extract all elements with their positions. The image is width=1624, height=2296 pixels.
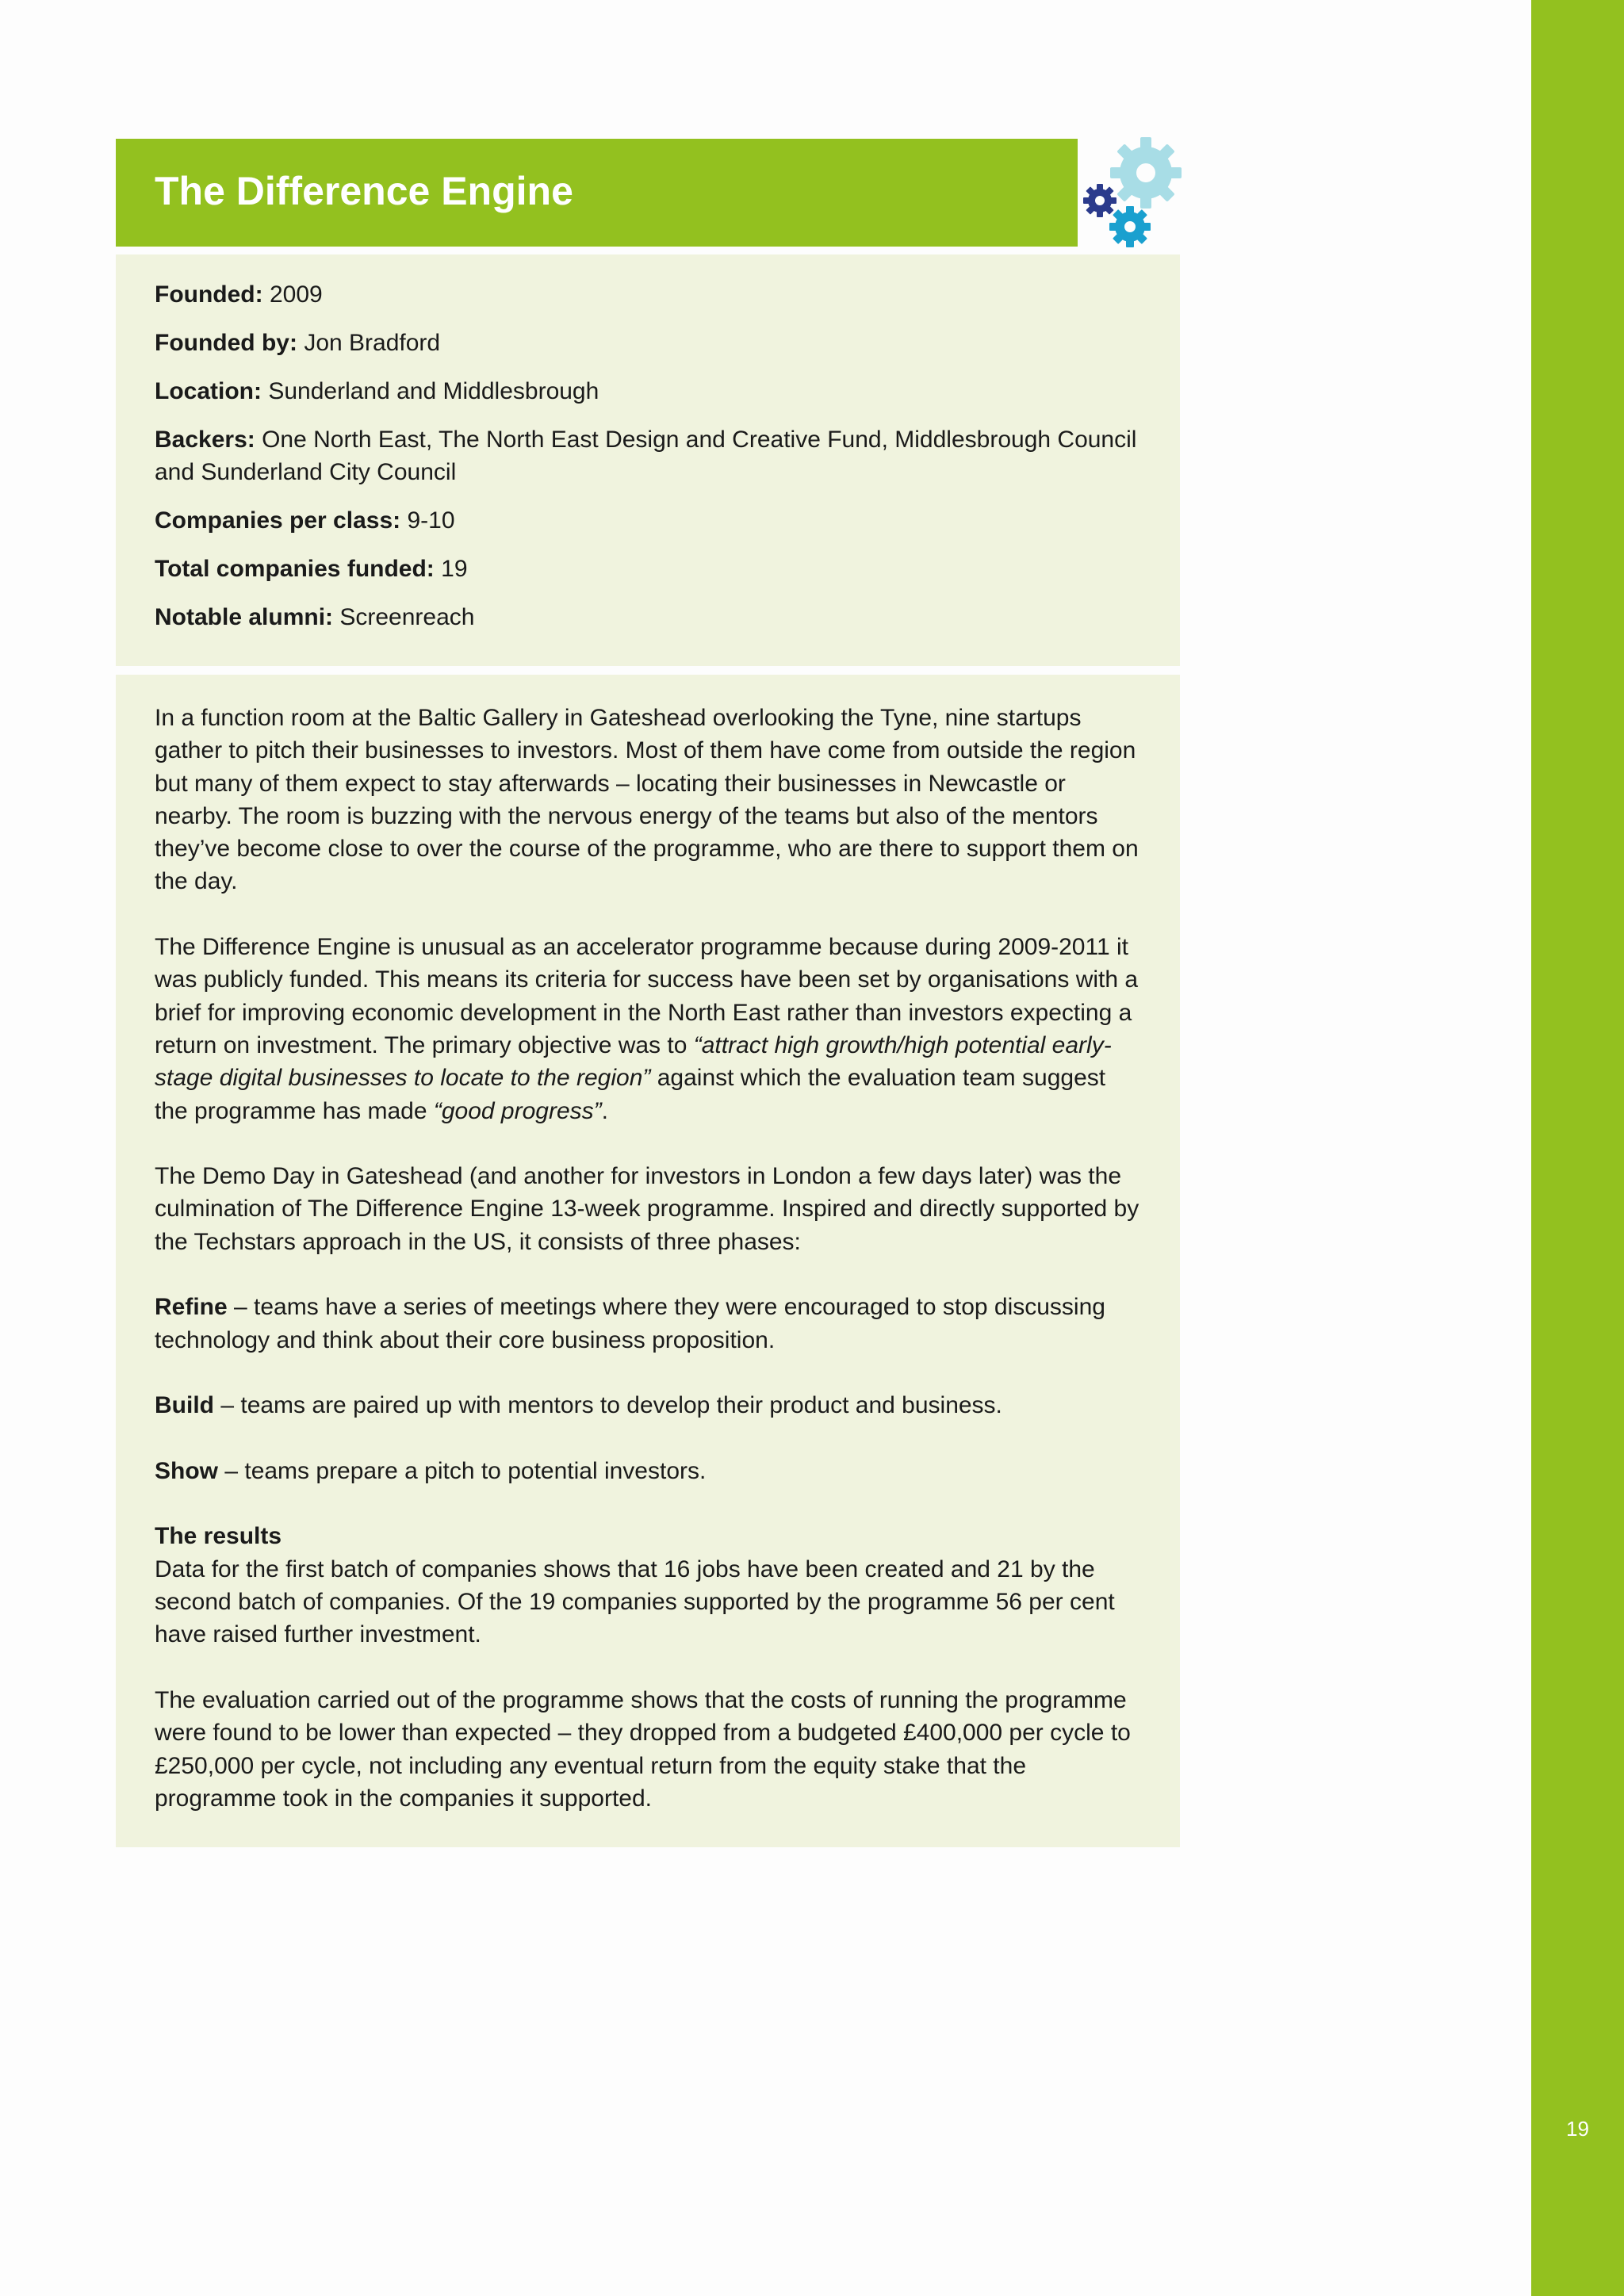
fact-founded: Founded: 2009 bbox=[155, 281, 323, 308]
small-navy-gear-icon bbox=[1083, 184, 1116, 217]
results-heading: The results bbox=[155, 1523, 282, 1550]
paragraph-costs: The evaluation carried out of the programme shows that the costs of running the programme were found to be lower than expected – they dropped from a budgeted £400,000 per cycle to £250,000 per cycle, not including any eventual return from the equity stake that the programme took in the companies it supported. bbox=[155, 1686, 1131, 1812]
side-accent-bar bbox=[1531, 0, 1624, 2296]
phase-show: Show – teams prepare a pitch to potential investors. bbox=[155, 1457, 707, 1484]
quote-objective: “attract high growth/high potential early-stage digital businesses to locate to the region” bbox=[155, 1031, 1112, 1092]
paragraph-demo-day: The Demo Day in Gateshead (and another for investors in London a few days later) was the culmination of The Difference Engine 13-week programme. Inspired and directly supported by the Techstars approach in the US, it consists of three phases: bbox=[155, 1163, 1139, 1255]
fact-notable-alumni: Notable alumni: Screenreach bbox=[155, 604, 475, 630]
page-title: The Difference Engine bbox=[155, 169, 573, 213]
quote-progress: “good progress” bbox=[433, 1097, 602, 1124]
fact-total-companies-funded: Total companies funded: 19 bbox=[155, 556, 468, 582]
fact-companies-per-class: Companies per class: 9-10 bbox=[155, 507, 455, 534]
key-facts-box bbox=[116, 254, 1180, 666]
paragraph-intro: In a function room at the Baltic Gallery in Gateshead overlooking the Tyne, nine startups gather to pitch their businesses to investors. Most of them have come from outside the region but many of them expect to stay afterwards – locating their businesses in Newcastle or nearby. The room is buzzing with the nervous energy of the teams but also of the mentors they’ve become close to over the course of the programme, who are there to support them on the day. bbox=[155, 705, 1139, 895]
paragraph-funding: The Difference Engine is unusual as an accelerator programme because during 2009-2011 it was publicly funded. This means its criteria for success have been set by organisations with a brief for improving economic development in the North East rather than investors expecting a return on investment. The primary objective was to “attract high growth/high potential early-stage digital businesses to locate to the region” against which the evaluation team suggest the programme has made “good progress”. bbox=[155, 934, 1139, 1124]
small-cyan-gear-icon bbox=[1109, 206, 1151, 247]
article-body bbox=[116, 675, 1180, 1847]
gears-icon bbox=[1080, 135, 1183, 250]
phase-build: Build – teams are paired up with mentors to develop their product and business. bbox=[155, 1392, 1002, 1419]
paragraph-results: The results Data for the first batch of companies shows that 16 jobs have been created and 21 by the second batch of companies. Of the 19 companies supported by the programme 56 per cent have raised further investment. bbox=[155, 1520, 1141, 1651]
fact-founded-by: Founded by: Jon Bradford bbox=[155, 330, 441, 356]
page-number: 19 bbox=[1566, 2117, 1589, 2141]
phase-refine: Refine – teams have a series of meetings where they were encouraged to stop discussing technology and think about their core business proposition. bbox=[155, 1294, 1105, 1353]
fact-backers: Backers: One North East, The North East Design and Creative Fund, Middlesbrough Council and Sunderland City Council bbox=[155, 427, 1137, 485]
large-gear-icon bbox=[1110, 137, 1182, 209]
fact-location: Location: Sunderland and Middlesbrough bbox=[155, 378, 599, 404]
